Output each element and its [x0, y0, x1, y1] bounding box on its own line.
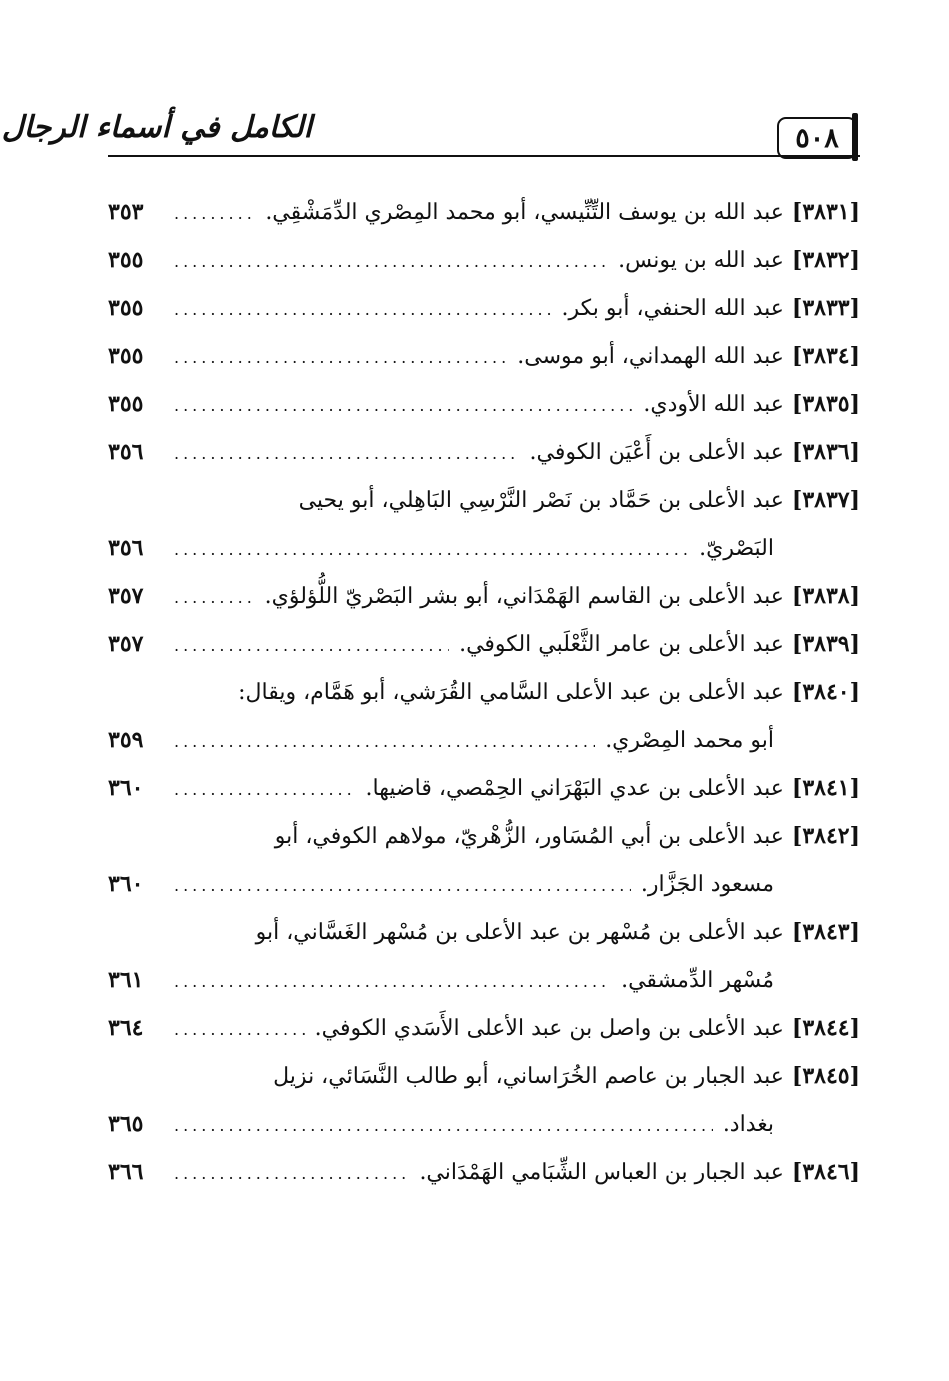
entry-text: البَصْريّ.: [699, 536, 774, 561]
toc-entry-line: [108, 476, 860, 524]
entry-number: [٣٨٤٦]: [791, 1159, 860, 1185]
dot-leader: [174, 766, 356, 814]
toc-entry[interactable]: [108, 380, 860, 428]
toc-entry-line: [108, 908, 860, 956]
entry-text: عبد الأعلى بن أبي المُسَاور، الزُّهْريّ، مولاهم الكوفي، أبو: [274, 824, 784, 849]
toc-entry-line: [108, 812, 860, 860]
header-rule: [108, 155, 860, 157]
entry-number: [٣٨٣١]: [791, 199, 860, 225]
entry-number: [٣٨٤٠]: [791, 679, 860, 705]
entry-text: عبد الله الأودي.: [643, 392, 784, 417]
entry-number: [٣٨٣٩]: [791, 631, 860, 657]
toc-entry-continuation: [108, 1100, 860, 1148]
entry-page-number: ٣٥٥: [108, 247, 144, 273]
toc-entry[interactable]: [108, 1004, 860, 1052]
toc-entry-line: [108, 572, 860, 620]
toc-entry[interactable]: [108, 1148, 860, 1196]
entry-text: عبد الأعلى بن واصل بن عبد الأعلى الأَسَدي الكوفي.: [314, 1016, 784, 1041]
entry-page-number: ٣٦١: [108, 967, 144, 993]
entry-text: أبو محمد المِصْري.: [605, 728, 774, 753]
entry-number: [٣٨٤٤]: [791, 1015, 860, 1041]
toc-entry[interactable]: [108, 620, 860, 668]
entry-page-number: ٣٥٥: [108, 391, 144, 417]
toc-entry[interactable]: [108, 572, 860, 620]
toc-entry-line: [108, 284, 860, 332]
toc-entry[interactable]: [108, 812, 860, 908]
entry-page-number: ٣٦٥: [108, 1111, 144, 1137]
entry-page-number: ٣٥٩: [108, 727, 144, 753]
dot-leader: [174, 622, 449, 670]
dot-leader: [174, 238, 608, 286]
toc-entry-line: [108, 1004, 860, 1052]
toc-entry-continuation: [108, 524, 860, 572]
entry-page-number: ٣٥٦: [108, 535, 144, 561]
entry-number: [٣٨٤٣]: [791, 919, 860, 945]
entry-page-number: ٣٦٤: [108, 1015, 144, 1041]
entry-page-number: ٣٥٣: [108, 199, 144, 225]
entry-number: [٣٨٣٨]: [791, 583, 860, 609]
entry-number: [٣٨٤٥]: [791, 1063, 860, 1089]
toc-entry-continuation: [108, 956, 860, 1004]
entry-number: [٣٨٣٤]: [791, 343, 860, 369]
entry-number: [٣٨٣٧]: [791, 487, 860, 513]
toc-entry[interactable]: [108, 428, 860, 476]
toc-entry[interactable]: [108, 908, 860, 1004]
dot-leader: [174, 1006, 305, 1054]
running-title: الكامل في أسماء الرجال: [1, 110, 312, 145]
dot-leader: [174, 1102, 713, 1150]
entry-page-number: ٣٥٥: [108, 343, 144, 369]
entry-text: مُسْهر الدِّمشقي.: [621, 968, 774, 993]
entry-page-number: ٣٦٠: [108, 775, 144, 801]
toc-entry-continuation: [108, 860, 860, 908]
table-of-contents: [108, 188, 860, 1196]
dot-leader: [174, 190, 255, 238]
toc-entry-line: [108, 764, 860, 812]
entry-text: عبد الأعلى بن مُسْهر بن عبد الأعلى بن مُسْهر الغَسَّاني، أبو: [255, 920, 784, 945]
dot-leader: [174, 286, 551, 334]
dot-leader: [174, 958, 611, 1006]
toc-entry-line: [108, 1052, 860, 1100]
entry-number: [٣٨٣٦]: [791, 439, 860, 465]
entry-text: عبد الله بن يوسف التِّنِّيسي، أبو محمد المِصْري الدِّمَشْقِي.: [265, 200, 784, 225]
entry-text: عبد الأعلى بن القاسم الهَمْدَاني، أبو بشر البَصْريّ اللُّؤلؤي.: [264, 584, 784, 609]
dot-leader: [174, 334, 507, 382]
entry-text: عبد الله الحنفي، أبو بكر.: [561, 296, 784, 321]
entry-text: عبد الجبار بن عاصم الخُرَاساني، أبو طالب النَّسَائي، نزيل: [273, 1064, 784, 1089]
toc-entry[interactable]: [108, 668, 860, 764]
toc-entry[interactable]: [108, 236, 860, 284]
dot-leader: [174, 862, 631, 910]
toc-entry-line: [108, 236, 860, 284]
entry-number: [٣٨٣٣]: [791, 295, 860, 321]
page-header: [0, 0, 949, 170]
toc-entry-line: [108, 380, 860, 428]
dot-leader: [174, 574, 255, 622]
toc-entry[interactable]: [108, 188, 860, 236]
entry-text: عبد الأعلى بن عبد الأعلى السَّامي القُرَشي، أبو هَمَّام، ويقال:: [238, 680, 784, 705]
entry-page-number: ٣٦٠: [108, 871, 144, 897]
entry-text: عبد الله بن يونس.: [618, 248, 784, 273]
entry-page-number: ٣٥٥: [108, 295, 144, 321]
page-number: ٥٠٨: [795, 122, 839, 154]
entry-page-number: ٣٥٧: [108, 583, 144, 609]
toc-entry-line: [108, 668, 860, 716]
page-number-accent: [852, 113, 858, 161]
toc-entry-line: [108, 1148, 860, 1196]
dot-leader: [174, 1150, 409, 1198]
toc-entry[interactable]: [108, 1052, 860, 1148]
toc-entry-line: [108, 332, 860, 380]
toc-entry[interactable]: [108, 332, 860, 380]
entry-text: عبد الأعلى بن أَعْيَن الكوفي.: [529, 440, 784, 465]
dot-leader: [174, 430, 520, 478]
toc-entry[interactable]: [108, 764, 860, 812]
toc-entry-line: [108, 428, 860, 476]
entry-text: بغداد.: [722, 1112, 774, 1137]
entry-text: عبد الأعلى بن عدي البَهْرَاني الحِمْصي، قاضيها.: [365, 776, 784, 801]
entry-number: [٣٨٣٥]: [791, 391, 860, 417]
entry-number: [٣٨٤١]: [791, 775, 860, 801]
entry-number: [٣٨٣٢]: [791, 247, 860, 273]
toc-entry-continuation: [108, 716, 860, 764]
entry-page-number: ٣٥٧: [108, 631, 144, 657]
toc-entry-line: [108, 620, 860, 668]
entry-text: مسعود الجَزَّار.: [640, 872, 774, 897]
dot-leader: [174, 718, 595, 766]
page-number-box: [777, 117, 857, 159]
entry-text: عبد الأعلى بن حَمَّاد بن نَصْر النَّرْسِي البَاهِلي، أبو يحيى: [298, 488, 784, 513]
entry-number: [٣٨٤٢]: [791, 823, 860, 849]
entry-page-number: ٣٥٦: [108, 439, 144, 465]
dot-leader: [174, 526, 689, 574]
entry-text: عبد الجبار بن العباس الشِّبَامي الهَمْدَاني.: [419, 1160, 784, 1185]
entry-page-number: ٣٦٦: [108, 1159, 144, 1185]
entry-text: عبد الله الهمداني، أبو موسى.: [517, 344, 784, 369]
toc-entry[interactable]: [108, 284, 860, 332]
dot-leader: [174, 382, 633, 430]
toc-entry-line: [108, 188, 860, 236]
toc-entry[interactable]: [108, 476, 860, 572]
entry-text: عبد الأعلى بن عامر الثَّعْلَبي الكوفي.: [459, 632, 784, 657]
